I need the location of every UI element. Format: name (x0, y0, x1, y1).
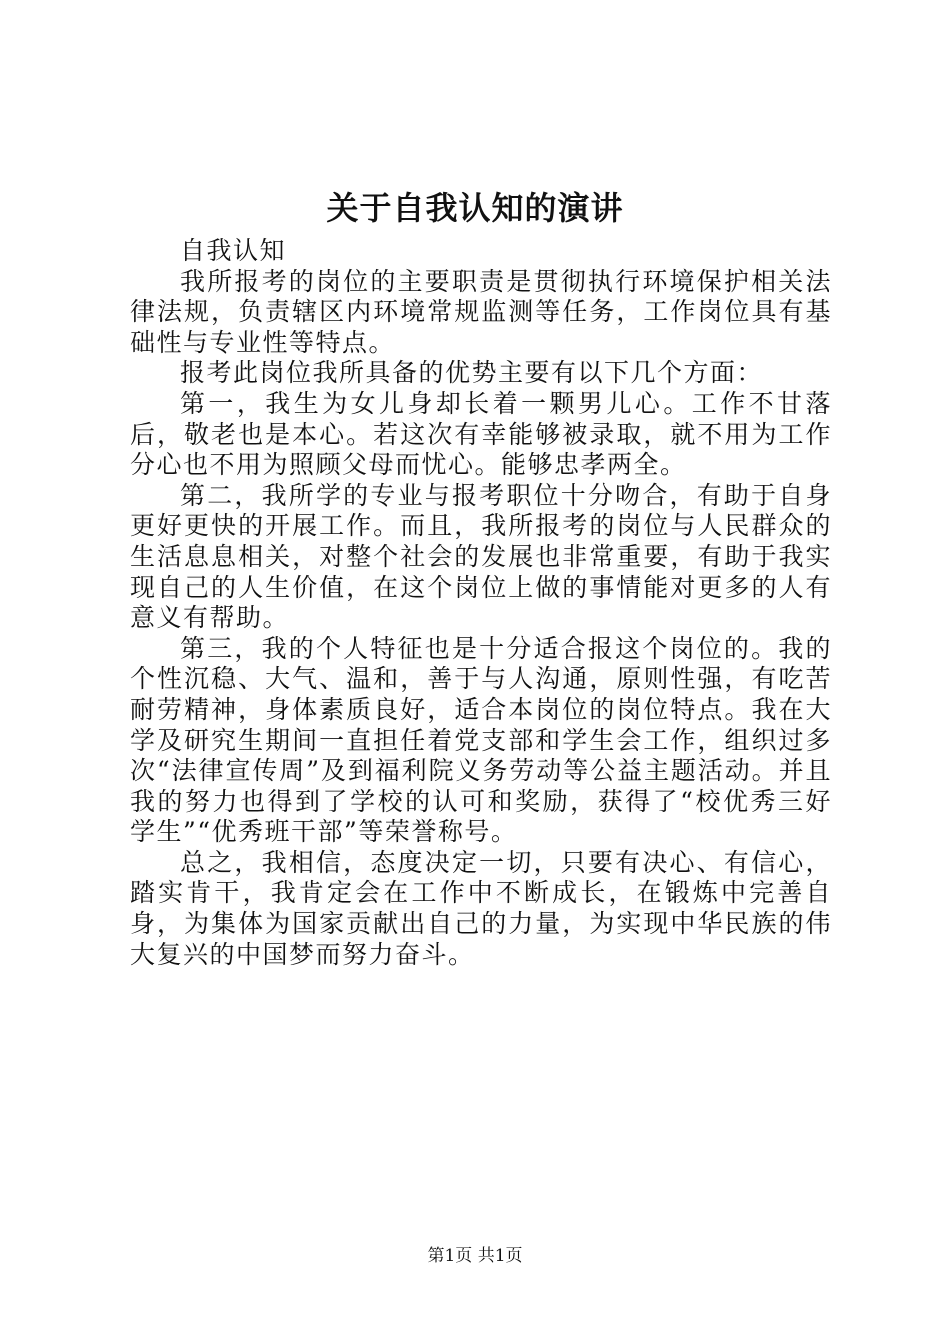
document-body (130, 236, 832, 970)
paragraph-duties: 我所报考的岗位的主要职责是贯彻执行环境保护相关法律法规，负责辖区内环境常规监测等任务，工作岗位具有基础性与专业性等特点。 (130, 266, 832, 357)
paragraph-conclusion: 总之，我相信，态度决定一切，只要有决心、有信心，踏实肯干，我肯定会在工作中不断成长，在锻炼中完善自身，为集体为国家贡献出自己的力量，为实现中华民族的伟大复兴的中国梦而努力奋斗。 (130, 847, 832, 969)
paragraph-first: 第一，我生为女儿身却长着一颗男儿心。工作不甘落后，敬老也是本心。若这次有幸能够被录取，就不用为工作分心也不用为照顾父母而忧心。能够忠孝两全。 (130, 388, 832, 480)
paragraph-advantages-intro: 报考此岗位我所具备的优势主要有以下几个方面： (180, 358, 764, 388)
paragraph-second: 第二，我所学的专业与报考职位十分吻合，有助于自身更好更快的开展工作。而且，我所报考的岗位与人民群众的生活息息相关，对整个社会的发展也非常重要，有助于我实现自己的人生价值，在这个岗位上做的事情能对更多的人有意义有帮助。 (130, 480, 832, 633)
paragraph-third: 第三，我的个人特征也是十分适合报这个岗位的。我的个性沉稳、大气、温和，善于与人沟通，原则性强，有吃苦耐劳精神，身体素质良好，适合本岗位的岗位特点。我在大学及研究生期间一直担任着党支部和学生会工作，组织过多次“法律宣传周”及到福利院义务劳动等公益主题活动。并且我的努力也得到了学校的认可和奖励，获得了“校优秀三好学生”“优秀班干部”等荣誉称号。 (130, 633, 832, 847)
document-title: 关于自我认知的演讲 (326, 189, 624, 227)
paragraph-heading: 自我认知 (180, 236, 287, 265)
page-footer: 第1页 共1页 (427, 1246, 523, 1266)
